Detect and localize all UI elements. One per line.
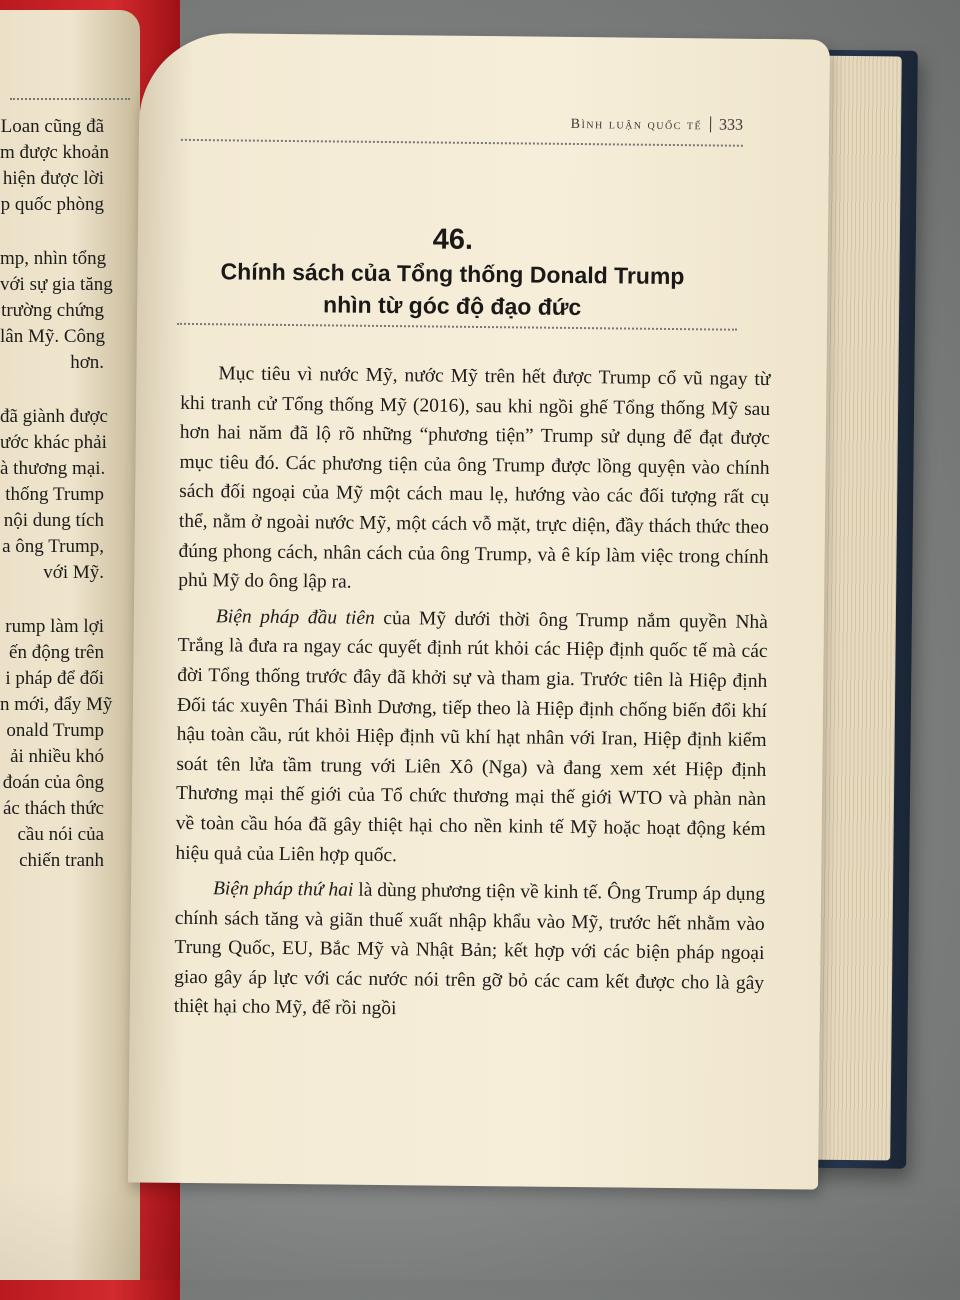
paragraph-3-lead: Biện pháp thứ hai [212, 878, 354, 901]
body-text [174, 359, 771, 1034]
left-block-3: đã giành được ước khác phải à thương mại. thống Trump nội dung tích a ông Trump, với Mỹ. [0, 406, 108, 583]
left-block-4: rump làm lợi ến động trên i pháp để đối n mới, đẩy Mỹ onald Trump ải nhiều khó đoán của ông ác thách thức cầu nói của chiến tranh [0, 616, 113, 871]
left-page [0, 10, 140, 1280]
left-block-2: mp, nhìn tổng với sự gia tăng trường chứng lân Mỹ. Công hơn. [0, 248, 113, 373]
header-dotted-rule [181, 139, 743, 147]
right-page [128, 32, 830, 1189]
table-surface-shadow [0, 1180, 960, 1280]
running-head-title: Bình luận quốc tế [570, 116, 703, 134]
paragraph-3-text: là dùng phương tiện về kinh tế. Ông Trump áp dụng chính sách tăng và giãn thuế xuất nhập khẩu vào Mỹ, trước hết nhằm vào Trung Quốc, EU, Bắc Mỹ và Nhật Bản; kết hợp với các biện pháp ngoại giao gây áp lực với các nước nói trên gỡ bỏ các cam kết được cho là gây thiệt hại cho Mỹ, để rồi ngồi [173, 879, 766, 1020]
left-page-text [0, 98, 140, 902]
paragraph-1: Mục tiêu vì nước Mỹ, nước Mỹ trên hết được Trump cổ vũ ngay từ khi tranh cử Tổng thống Mỹ (2016), sau khi ngồi ghế Tổng thống Mỹ sau hơn hai năm đã lộ rõ những “phương tiện” Trump sử dụng để đạt được mục tiêu đó. Các phương tiện của ông Trump được lồng quyện vào chính sách đối ngoại của Mỹ một cách mau lẹ, hướng vào các đối tượng rất cụ thể, nằm ở ngoài nước Mỹ, một cách vỗ mặt, trực diện, đầy thách thức theo đúng phong cách, nhân cách của ông Trump, và ê kíp làm việc trong chính phủ Mỹ do ông lập ra. [178, 363, 771, 593]
paragraph-3 [174, 874, 766, 1028]
chapter-title-line-1: Chính sách của Tổng thống Donald Trump [220, 258, 685, 290]
left-block-1: Loan cũng đã m được khoản hiện được lời p quốc phòng [0, 116, 109, 215]
chapter-number: 46. [432, 223, 474, 256]
paragraph-2-lead: Biện pháp đầu tiên [215, 605, 375, 629]
chapter-title [137, 254, 768, 325]
chapter-title-line-2: nhìn từ góc độ đạo đức [322, 291, 582, 321]
paragraph-2-text: của Mỹ dưới thời ông Trump nắm quyền Nhà Trắng là đưa ra ngay các quyết định rút khỏi các Hiệp định quốc tế mà các đời Tổng thống trước đây đã khởi sự và tham gia. Trước tiên là Hiệp định Đối tác xuyên Thái Bình Dương, tiếp theo là Hiệp định chống biến đổi khí hậu toàn cầu, rút khỏi Hiệp định vũ khí hạt nhân với Iran, Hiệp định kiểm soát tên lửa tầm trung với Liên Xô (Nga) và đang xem xét Hiệp định Thương mại thế giới của Tổ chức thương mại thế giới WTO và phàn nàn về toàn cầu hóa đã gây thiệt hại cho nền kinh tế Mỹ hoặc hoạt động kém hiệu quả của Liên hợp quốc. [175, 607, 768, 866]
running-head-separator [710, 116, 711, 132]
title-dotted-rule [177, 323, 737, 331]
page-number: 333 [719, 116, 744, 134]
paragraph-2 [175, 602, 768, 875]
left-head-rule [10, 98, 130, 100]
running-head [571, 115, 744, 135]
